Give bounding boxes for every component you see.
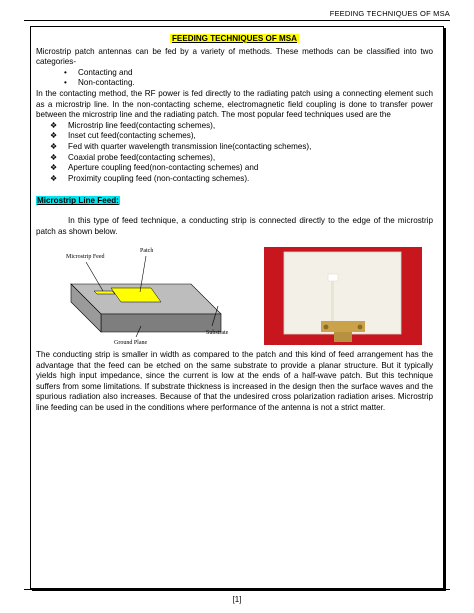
section-heading: Microstrip Line Feed: <box>37 196 119 206</box>
substrate-label: Substrate <box>206 330 229 337</box>
microstrip-feed-diagram <box>66 244 251 345</box>
diamond-bullet-icon: ❖ <box>50 163 58 173</box>
footer-rule <box>24 589 450 590</box>
list-item: ❖ Coaxial probe feed(contacting schemes), <box>50 152 216 162</box>
list-item: ❖ Fed with quarter wavelength transmission line(contacting schemes), <box>50 141 312 151</box>
list-item: • Contacting and <box>64 68 433 79</box>
microstrip-feed-label: Microstrip Feed <box>66 254 105 261</box>
ground-plane-label: Ground Plane <box>114 340 148 346</box>
list-item: ❖ Inset cut feed(contacting schemes), <box>50 131 196 141</box>
list-item: ❖ Proximity coupling feed (non-contacting schemes). <box>50 173 250 183</box>
diamond-bullet-icon: ❖ <box>50 173 58 183</box>
page-title: FEEDING TECHNIQUES OF MSA <box>171 34 297 43</box>
page-number: [1] <box>232 595 242 604</box>
page-content <box>36 34 433 414</box>
list-item: ❖ Microstrip line feed(contacting schemes), <box>50 120 216 130</box>
antenna-photo <box>264 247 422 345</box>
intro-paragraph: Microstrip patch antennas can be fed by a variety of methods. These methods can be classified into two categories- <box>36 46 433 67</box>
section-body: The conducting strip is smaller in width as compared to the patch and this kind of feed arrangement has the advantage that the feed can be etched on the same substrate to provide a planar structure. But it typically yields high input impedance, since the current is low at the ends of a half-wave patch. But this technique suffers from some limitations. If substrate thickness is increased in the design then the surface waves and the spurious radiation also increases. Because of that the undesired cross polarization radiation arises. Microstrip line feeding can be used in the conditions where performance of the antenna is not a strict matter. <box>36 350 433 413</box>
figure-row <box>36 244 433 345</box>
diamond-bullet-icon: ❖ <box>50 120 58 130</box>
header-rule <box>24 20 450 21</box>
patch-label: Patch <box>140 248 154 255</box>
category-list <box>36 68 433 89</box>
diamond-bullet-icon: ❖ <box>50 152 58 162</box>
diamond-bullet-icon: ❖ <box>50 131 58 141</box>
running-header: FEEDING TECHNIQUES OF MSA <box>329 9 450 18</box>
list-item: ❖ Aperture coupling feed(non-contacting schemes) and <box>50 163 259 173</box>
diamond-bullet-icon: ❖ <box>50 141 58 151</box>
feed-technique-list <box>36 121 433 185</box>
section-intro: In this type of feed technique, a conducting strip is connected directly to the edge of the microstrip patch as shown below. <box>36 215 433 236</box>
list-item: • Non-contacting. <box>64 78 433 89</box>
contacting-paragraph: In the contacting method, the RF power is fed directly to the radiating patch using a connecting element such as a microstrip line. In the non-contacting scheme, electromagnetic field coupling is done to transfer power between the microstrip line and the radiating patch. The most popular feed techniques used are the <box>36 88 433 120</box>
